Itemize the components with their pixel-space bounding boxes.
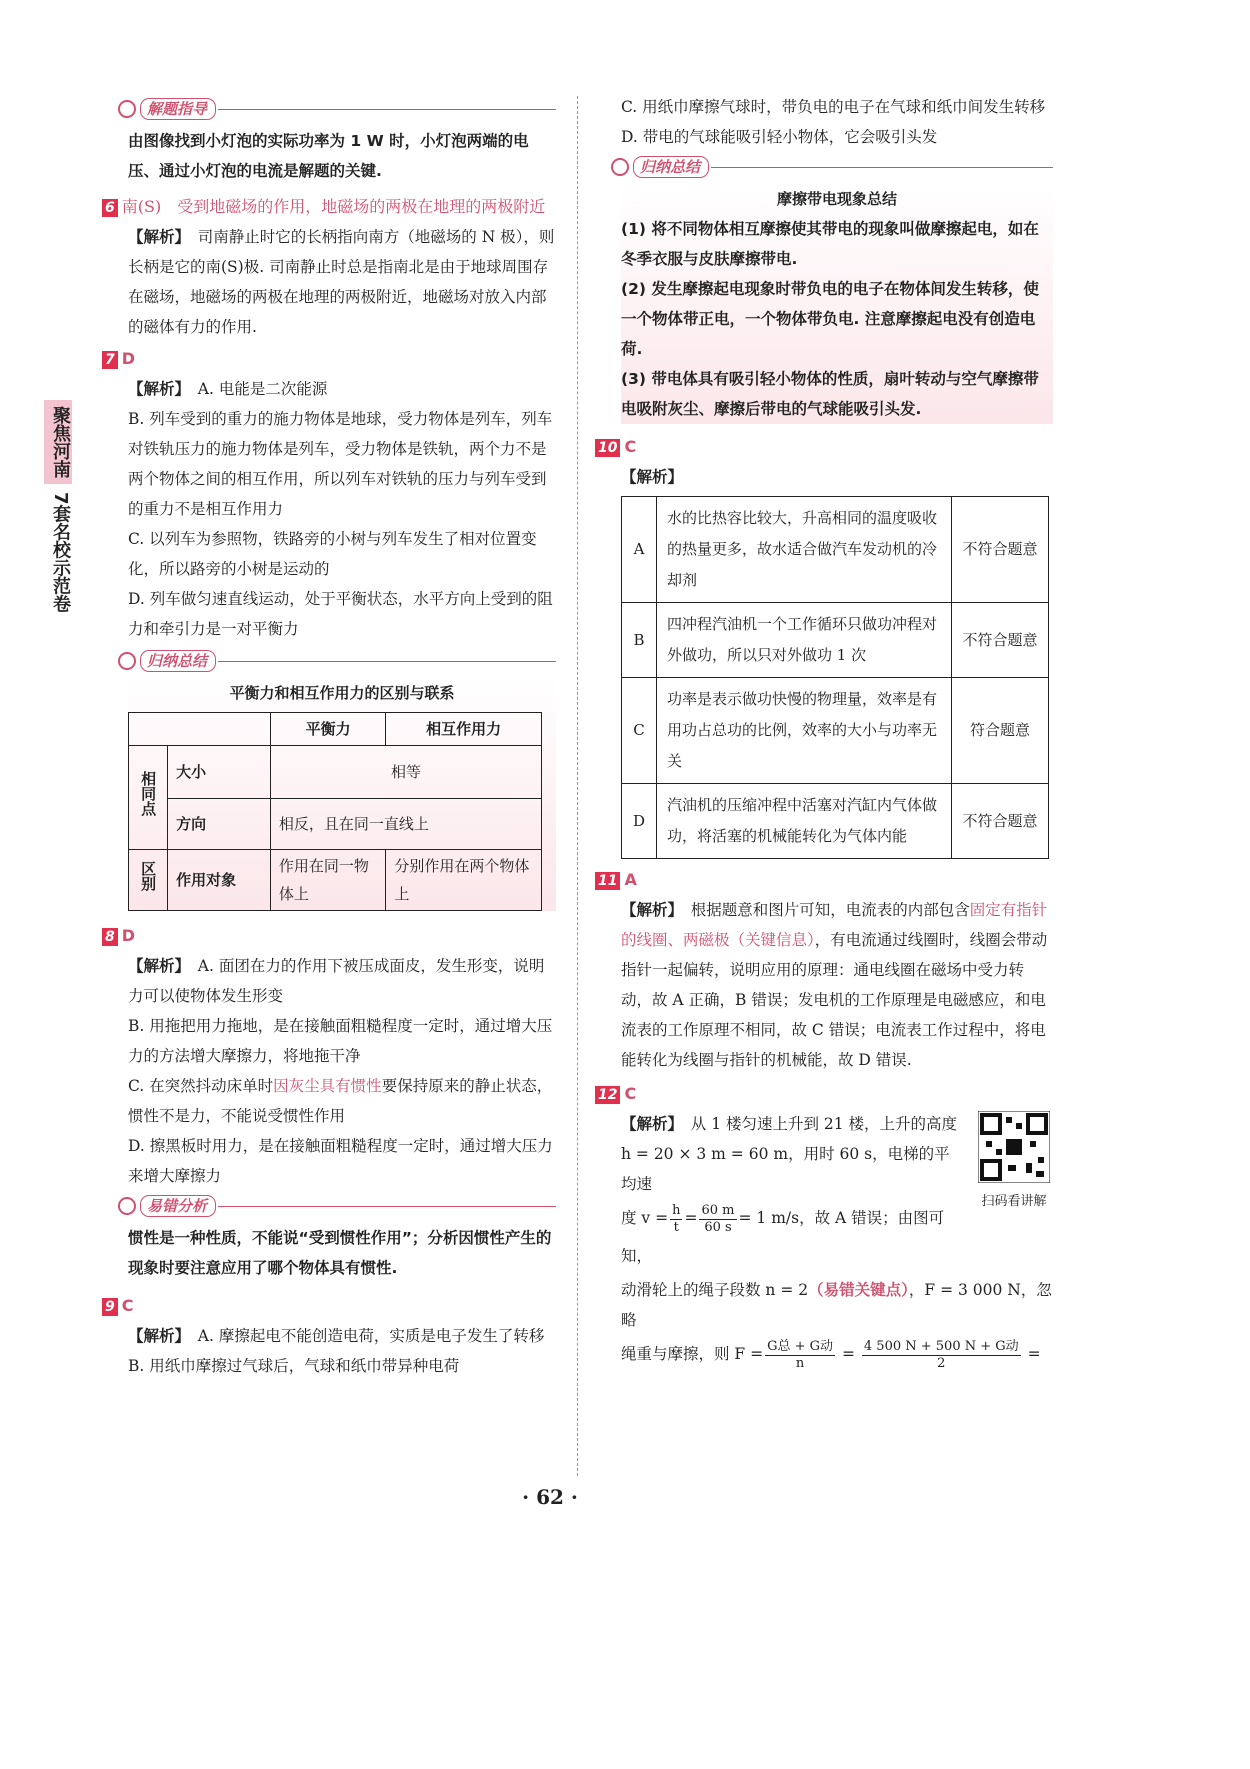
qr-caption: 扫码看讲解 bbox=[981, 1194, 1047, 1209]
q11-answer-line bbox=[598, 865, 1053, 895]
q9-option-b: B. 用纸巾摩擦过气球后，气球和纸巾带异种电荷 bbox=[128, 1357, 460, 1375]
cell-object-interaction: 分别作用在两个物体上 bbox=[386, 850, 542, 911]
balance-table-title: 平衡力和相互作用力的区别与联系 bbox=[229, 684, 455, 702]
qr-code-icon[interactable] bbox=[978, 1111, 1050, 1183]
q8-option-b: B. 用拖把用力拖地，是在接触面粗糙程度一定时，通过增大压力的方法增大摩擦力，将地拖干净 bbox=[128, 1017, 553, 1065]
friction-point-1: (1) 将不同物体相互摩擦使其带电的现象叫做摩擦起电，如在冬季衣服与皮肤摩擦带电. bbox=[621, 220, 1039, 268]
q10-option-result: 符合题意 bbox=[952, 678, 1049, 784]
q12-answer-line bbox=[598, 1079, 1053, 1109]
tip-badge-icon bbox=[611, 158, 629, 176]
summary-header-right bbox=[621, 154, 1053, 180]
q10-row bbox=[622, 784, 1049, 859]
q10-option-desc: 水的比热容比较大，升高相同的温度吸收的热量更多，故水适合做汽车发动机的冷却剂 bbox=[657, 497, 952, 603]
q8-number: 8 bbox=[102, 928, 118, 946]
guide-header bbox=[128, 96, 556, 122]
row-size: 大小 bbox=[168, 746, 271, 799]
q10-option-letter: D bbox=[622, 784, 657, 859]
q7-option-d: D. 列车做匀速直线运动，处于平衡状态，水平方向上受到的阻力和牵引力是一对平衡力 bbox=[128, 590, 553, 638]
q10-explanation-label: 【解析】 bbox=[621, 468, 684, 486]
q11-number: 11 bbox=[595, 872, 620, 890]
q10-option-result: 不符合题意 bbox=[952, 497, 1049, 603]
balance-summary-box bbox=[128, 678, 556, 911]
q8-answer-line bbox=[105, 921, 556, 951]
q10-option-desc: 汽油机的压缩冲程中活塞对汽缸内气体做功，将活塞的机械能转化为气体内能 bbox=[657, 784, 952, 859]
side-tab bbox=[44, 400, 72, 621]
q8-option-c: C. 在突然抖动床单时因灰尘具有惯性要保持原来的静止状态，惯性不是力，不能说受惯性作用 bbox=[128, 1077, 553, 1125]
q10-row bbox=[622, 603, 1049, 678]
side-tab-top: 聚焦河南 bbox=[44, 400, 72, 484]
q10-option-letter: B bbox=[622, 603, 657, 678]
friction-box-title: 摩擦带电现象总结 bbox=[776, 190, 897, 208]
q8-option-d: D. 擦黑板时用力，是在接触面粗糙程度一定时，通过增大压力来增大摩擦力 bbox=[128, 1137, 553, 1185]
q9-answer-line bbox=[105, 1291, 556, 1321]
row-group-same: 相同点 bbox=[129, 746, 168, 850]
friction-point-2: (2) 发生摩擦起电现象时带负电的电子在物体间发生转移，使一个物体带正电，一个物体带负电. 注意摩擦起电没有创造电荷. bbox=[621, 280, 1039, 358]
q7-option-a: 【解析】 A. 电能是二次能源 bbox=[128, 380, 328, 398]
friction-point-3: (3) 带电体具有吸引轻小物体的性质，扇叶转动与空气摩擦带电吸附灰尘、摩擦后带电的气球能吸引头发. bbox=[621, 370, 1039, 418]
q10-table bbox=[621, 496, 1049, 859]
summary-header bbox=[128, 648, 556, 674]
row-object: 作用对象 bbox=[168, 850, 271, 911]
summary-label-right: 归纳总结 bbox=[633, 156, 709, 178]
q11-answer: A bbox=[624, 870, 637, 889]
q10-option-desc: 四冲程汽油机一个工作循环只做功冲程对外做功，所以只对外做功 1 次 bbox=[657, 603, 952, 678]
summary-label: 归纳总结 bbox=[140, 650, 216, 672]
row-group-diff: 区别 bbox=[129, 850, 168, 911]
left-column bbox=[105, 96, 556, 1381]
q10-option-result: 不符合题意 bbox=[952, 603, 1049, 678]
q10-number: 10 bbox=[595, 439, 620, 457]
q10-option-letter: A bbox=[622, 497, 657, 603]
q12-answer: C bbox=[624, 1084, 637, 1103]
balance-table bbox=[128, 712, 542, 911]
q7-option-b: B. 列车受到的重力的施力物体是地球，受力物体是列车，列车对铁轨压力的施力物体是列车，受力物体是铁轨，两个力不是两个物体之间的相互作用，所以列车对铁轨的压力与列车受到的重力不是相互作用力 bbox=[128, 410, 553, 518]
tip-badge-icon bbox=[118, 1197, 136, 1215]
q10-option-desc: 功率是表示做功快慢的物理量，效率是有用功占总功的比例，效率的大小与功率无关 bbox=[657, 678, 952, 784]
q6-answer-line bbox=[105, 192, 556, 222]
error-label: 易错分析 bbox=[140, 1195, 216, 1217]
q10-row bbox=[622, 497, 1049, 603]
q8-answer: D bbox=[121, 926, 136, 945]
cell-direction-value: 相反，且在同一直线上 bbox=[270, 799, 541, 850]
cell-size-value: 相等 bbox=[270, 746, 541, 799]
q8-option-a: 【解析】 A. 面团在力的作用下被压成面皮，发生形变，说明力可以使物体发生形变 bbox=[128, 957, 545, 1005]
tip-badge-icon bbox=[118, 100, 136, 118]
q7-number: 7 bbox=[102, 351, 118, 369]
side-tab-bottom: 7套名校示范卷 bbox=[50, 492, 71, 613]
q12-explanation: 扫码看讲解 【解析】 从 1 楼匀速上升到 21 楼，上升的高度 h = 20 × 3 m = 60 m，用时 60 s，电梯的平均速 度 v = $\frac{h}{t}$ = $\frac{60 m}{60 s}$ = 1 m/s，故 A 错误；由图可知， 动滑轮上的绳子段数 n = 2（易错关键点），F = 3 000 N，忽略 绳重与摩擦，则 F = $\frac{\text{G总 + G动}}{n}$ = $\frac{\text{4 500 N + 500 N + G动}}{2}$ = bbox=[621, 1109, 1053, 1373]
error-text: 惯性是一种性质，不能说“受到惯性作用”；分析因惯性产生的现象时要注意应用了哪个物体具有惯性. bbox=[128, 1229, 552, 1277]
q7-answer-line bbox=[105, 344, 556, 374]
right-column bbox=[598, 92, 1053, 1373]
q12-number: 12 bbox=[595, 1086, 620, 1104]
page-number: · 62 · bbox=[522, 1485, 578, 1509]
error-header bbox=[128, 1193, 556, 1219]
q9-option-d: D. 带电的气球能吸引轻小物体，它会吸引头发 bbox=[621, 128, 938, 146]
q11-explanation: 【解析】 根据题意和图片可知，电流表的内部包含固定有指针的线圈、两磁极（关键信息），有电流通过线圈时，线圈会带动指针一起偏转，说明应用的原理：通电线圈在磁场中受力转动，故 A 正确，B 错误；发电机的工作原理是电磁感应，和电流表的工作原理不相同，故 C 错误；电流表工作过程中，将电能转化为线圈与指针的机械能，故 D 错误. bbox=[621, 901, 1048, 1069]
q9-option-a: 【解析】 A. 摩擦起电不能创造电荷，实质是电子发生了转移 bbox=[128, 1327, 545, 1345]
tip-badge-icon bbox=[118, 652, 136, 670]
header-interaction: 相互作用力 bbox=[386, 713, 542, 746]
column-divider bbox=[577, 96, 578, 1476]
q10-option-result: 不符合题意 bbox=[952, 784, 1049, 859]
q9-answer: C bbox=[121, 1296, 134, 1315]
q6-number: 6 bbox=[102, 199, 118, 217]
q9-number: 9 bbox=[102, 1298, 118, 1316]
guide-label: 解题指导 bbox=[140, 98, 216, 120]
q6-explanation: 【解析】 司南静止时它的长柄指向南方（地磁场的 N 极），则长柄是它的南(S)极. 司南静止时总是指南北是由于地球周围存在磁场，地磁场的两极在地理的两极附近，地磁场对放入内部的磁体有力的作用. bbox=[128, 228, 555, 336]
cell-object-balance: 作用在同一物体上 bbox=[270, 850, 385, 911]
q10-answer: C bbox=[624, 437, 637, 456]
q10-row bbox=[622, 678, 1049, 784]
q6-answer: 南(S) 受到地磁场的作用，地磁场的两极在地理的两极附近 bbox=[121, 197, 546, 216]
friction-summary-box bbox=[621, 184, 1053, 424]
q9-option-c: C. 用纸巾摩擦气球时，带负电的电子在气球和纸巾间发生转移 bbox=[621, 98, 1046, 116]
row-direction: 方向 bbox=[168, 799, 271, 850]
q10-answer-line bbox=[598, 432, 1053, 462]
guide-text: 由图像找到小灯泡的实际功率为 1 W 时，小灯泡两端的电压、通过小灯泡的电流是解题的关键. bbox=[128, 132, 529, 180]
q7-answer: D bbox=[121, 349, 136, 368]
header-balance: 平衡力 bbox=[270, 713, 385, 746]
q10-option-letter: C bbox=[622, 678, 657, 784]
q7-option-c: C. 以列车为参照物，铁路旁的小树与列车发生了相对位置变化，所以路旁的小树是运动的 bbox=[128, 530, 537, 578]
